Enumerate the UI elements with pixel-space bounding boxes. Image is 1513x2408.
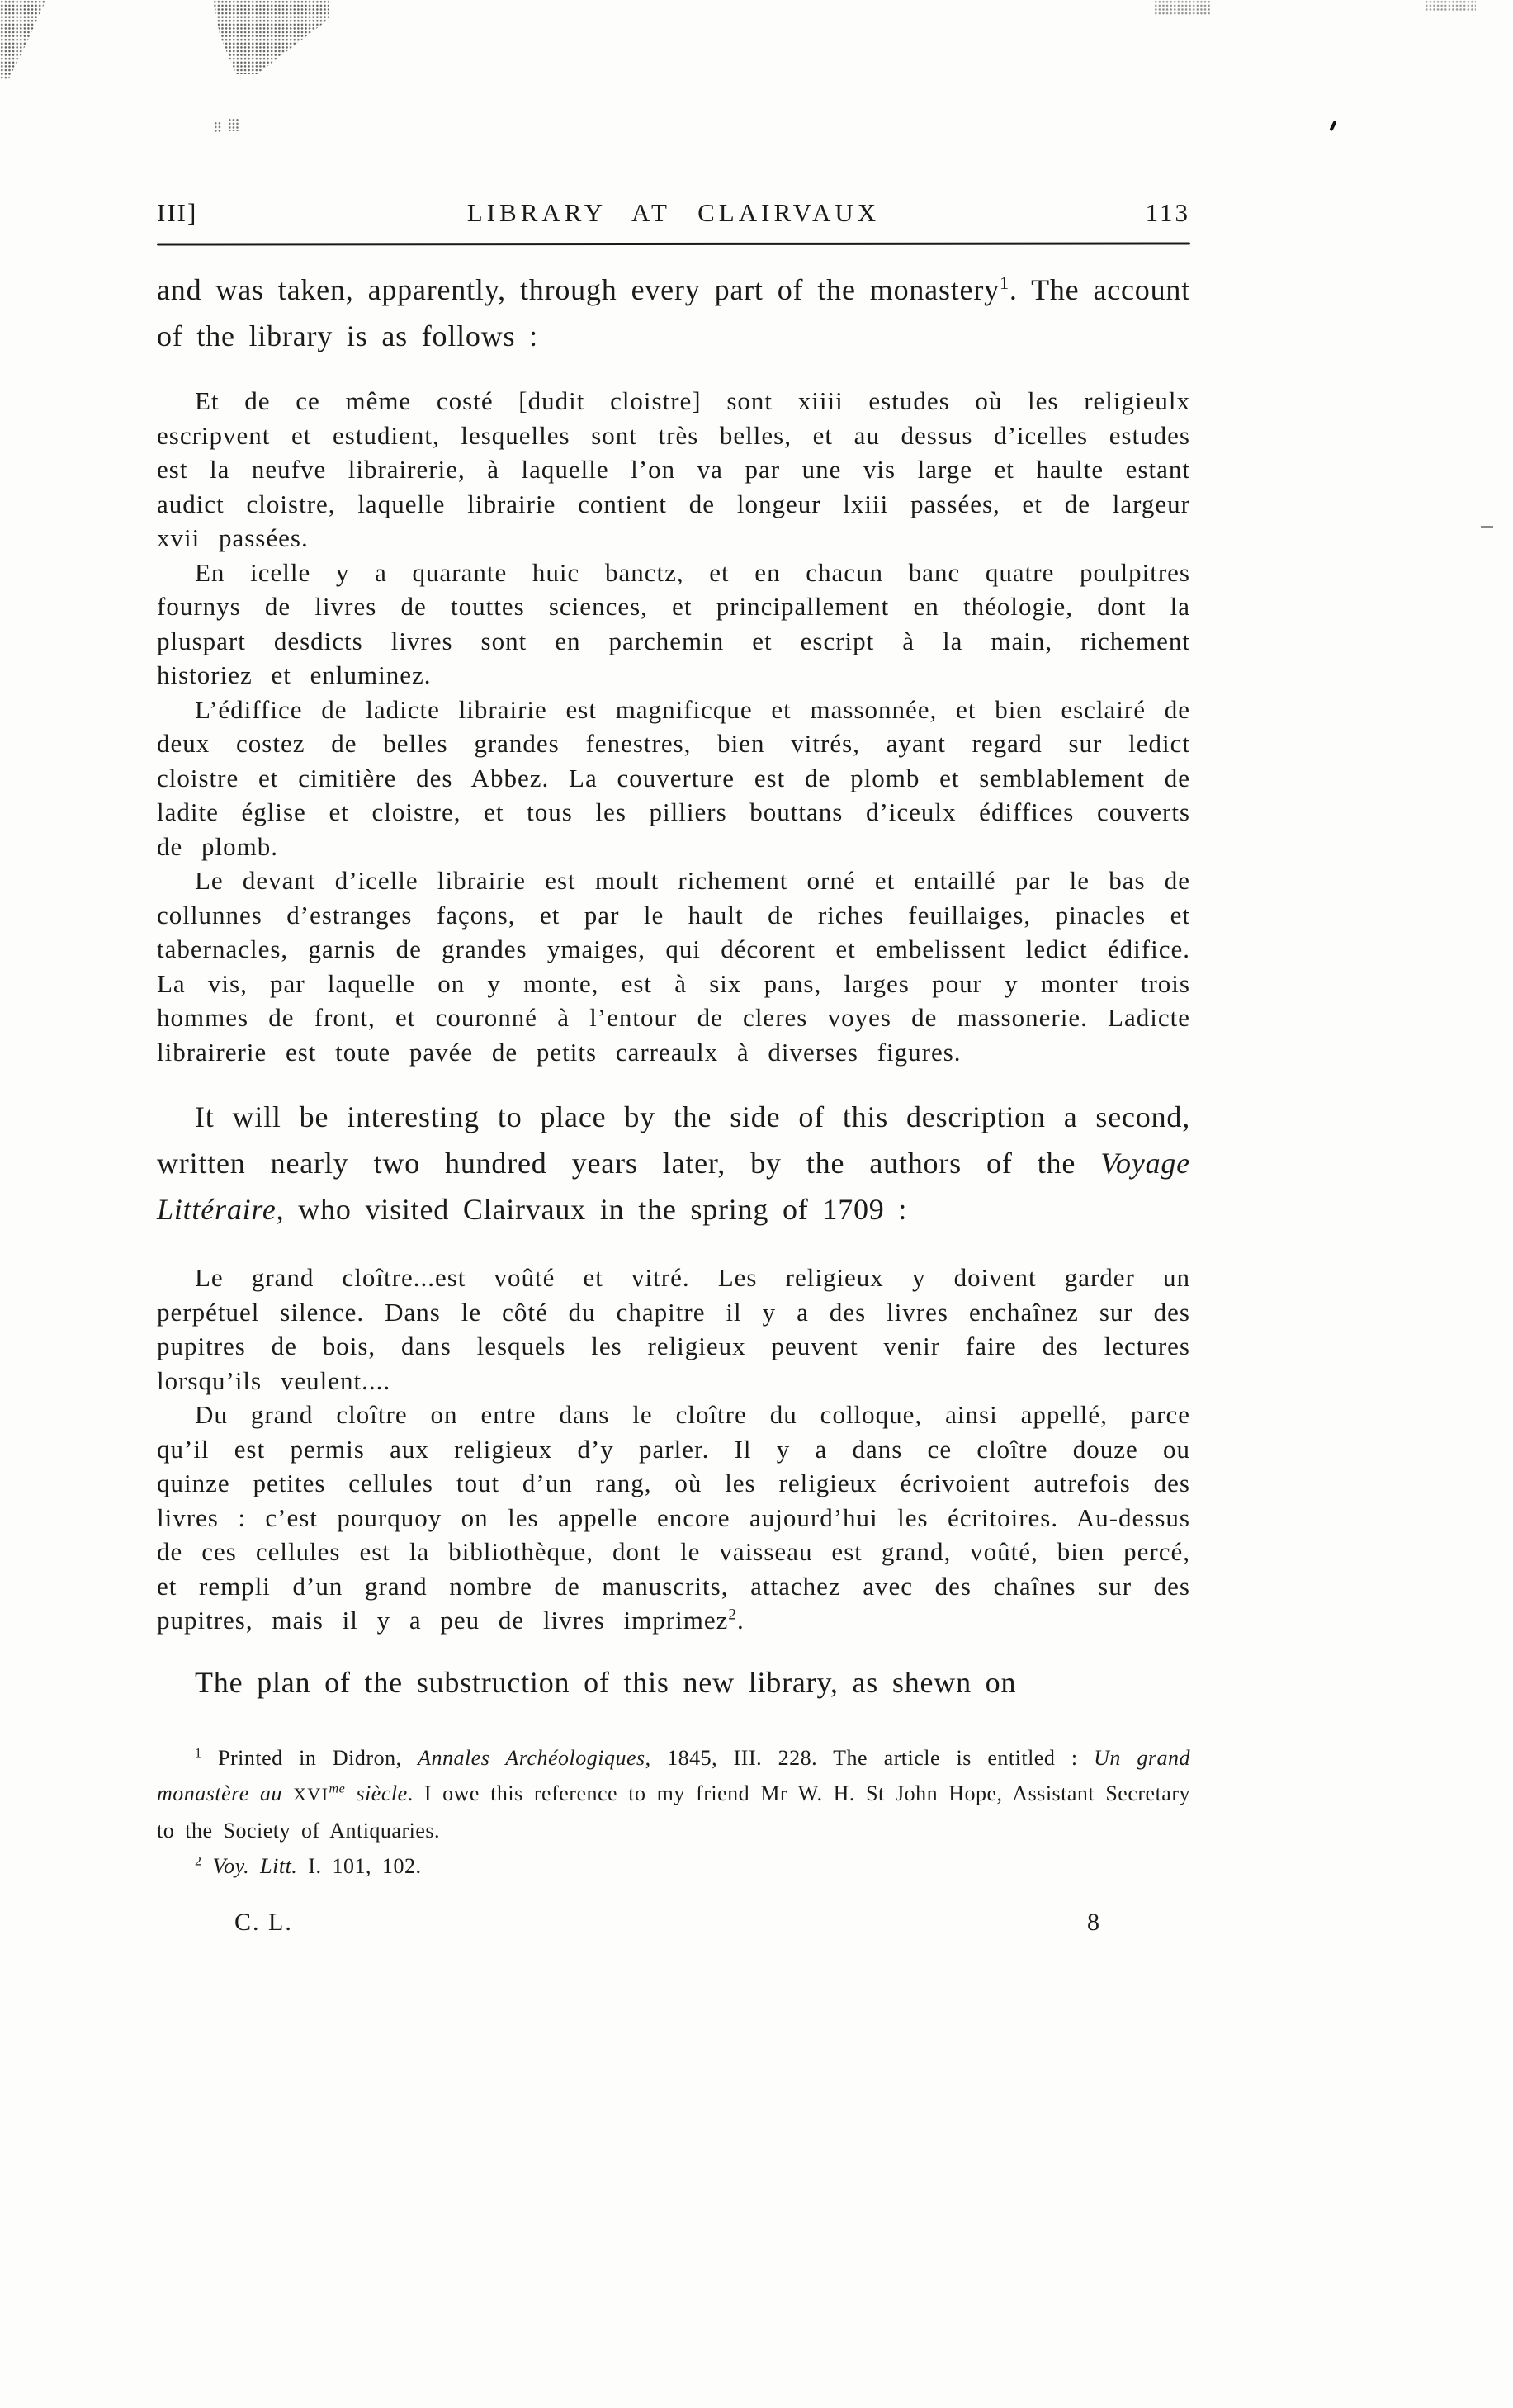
footnotes-block bbox=[157, 1740, 1190, 1884]
footnote-ref-1: 1 bbox=[999, 272, 1009, 293]
footnote-1-siecle-italic: siècle bbox=[345, 1781, 408, 1805]
book-title-italic: Voyage Littéraire bbox=[157, 1147, 1190, 1226]
extract-1517-paragraph-4: Le devant d’icelle librairie est moult richement orné et entaillé par le bas de collunnes d’estranges façons, et par le hault de riches feuillaiges, pinacles et tabernacles, garnis de grandes ymaiges, qui décorent et embelissent ledict édifice. La vis, par laquelle on y monte, est à six pans, larges pour y monter trois hommes de front, et couronné à l’entour de cleres voyes de massonerie. Ladicte librairerie est toute pavée de petits carreaulx à diverses figures. bbox=[157, 866, 1190, 1067]
extract-1517-paragraph-1: Et de ce même costé [dudit cloistre] sont xiiii estudes où les religieulx escripvent et estudient, lesquelles sont très belles, et au dessus d’icelles estudes est la neufve librairerie, à laquelle l’on va par une vis large et haulte estant audict cloistre, laquelle librairie contient de longeur lxiii passées, et de largeur xvii passées. bbox=[157, 386, 1190, 552]
footnote-1 bbox=[157, 1740, 1190, 1848]
extract-1709-text-end: . bbox=[736, 1606, 745, 1635]
transition-paragraph bbox=[157, 1094, 1190, 1232]
footnote-ref-2: 2 bbox=[728, 1606, 737, 1624]
running-title: LIBRARY AT CLAIRVAUX bbox=[466, 198, 881, 227]
transition-text: It will be interesting to place by the side of this description a second, written nearly two hundred years later, by the authors of the bbox=[157, 1100, 1190, 1180]
footnote-1-text: Printed in Didron, bbox=[201, 1745, 418, 1770]
extract-1709-paragraph-2 bbox=[157, 1398, 1190, 1638]
footnote-1-journal-italic: Annales Archéologiques bbox=[418, 1745, 645, 1770]
footnote-1-text-3: . I owe this reference to my friend Mr W. H. St John Hope, Assistant Secretary to the Society of Antiquaries. bbox=[157, 1781, 1190, 1843]
extract-1709-text: Du grand cloître on entre dans le cloître du colloque, ainsi appellé, parce qu’il est permis aux religieux d’y parler. Il y a dans ce cloître douze ou quinze petites cellules tout d’un rang, où les religieux écrivoient autrefois des livres : c’est pourquoy on les appelle encore aujourd’hui les écritoires. Au-dessus de ces cellules est la bibliothèque, dont le vaisseau est grand, voûté, bien percé, et rempli d’un grand nombre de manuscrits, attachez avec des chaînes sur des pupitres, mais il y a peu de livres imprimez bbox=[157, 1400, 1190, 1635]
extract-1709-block bbox=[157, 1261, 1190, 1638]
extract-1517-block bbox=[157, 384, 1190, 1069]
signature-mark: C. L. bbox=[234, 1908, 293, 1936]
footnote-2 bbox=[157, 1848, 1190, 1884]
text-block bbox=[157, 0, 1190, 1937]
footnote-1-roman-numeral: XVI bbox=[282, 1784, 329, 1805]
intro-text: and was taken, apparently, through every part of the monastery bbox=[157, 273, 1000, 306]
closing-paragraph: The plan of the substruction of this new library, as shewn on bbox=[195, 1665, 1017, 1699]
section-marker: III] bbox=[157, 198, 198, 227]
footnote-1-article-italic: Un grand monastère au bbox=[157, 1745, 1190, 1805]
footnote-2-title-italic: Voy. Litt. bbox=[201, 1853, 298, 1878]
transition-text-continued: , who visited Clairvaux in the spring of 1709 : bbox=[276, 1193, 908, 1226]
margin-dash-icon bbox=[1481, 526, 1493, 528]
scan-smudge-top-right-2-icon bbox=[1425, 0, 1476, 12]
intro-paragraph bbox=[157, 267, 1190, 359]
scan-smudge-top-left-icon bbox=[0, 0, 48, 79]
footnote-1-ordinal-sup: me bbox=[329, 1781, 346, 1795]
footnote-1-text-2: , 1845, III. 228. The article is entitled : bbox=[645, 1745, 1095, 1770]
footnote-2-text: I. 101, 102. bbox=[297, 1853, 422, 1878]
extract-1517-paragraph-2: En icelle y a quarante huic banctz, et en chacun banc quatre poulpitres fournys de livres de touttes sciences, et principallement en théologie, dont la pluspart desdicts livres sont en parchemin et escript à la main, richement historiez et enluminez. bbox=[157, 557, 1190, 689]
footnote-2-marker: 2 bbox=[195, 1853, 202, 1868]
ink-mark-icon bbox=[1329, 121, 1336, 131]
footnote-1-marker: 1 bbox=[195, 1745, 202, 1760]
intro-text-continued: . The account of the library is as follows : bbox=[157, 273, 1191, 352]
header-rule bbox=[157, 242, 1190, 245]
sheet-number: 8 bbox=[1087, 1908, 1101, 1936]
page-number: 113 bbox=[1145, 198, 1190, 227]
page-footer bbox=[157, 1909, 1190, 1937]
extract-1517-paragraph-3: L’édiffice de ladicte librairie est magnificque et massonnée, et bien esclairé de deux costez de belles grandes fenestres, bien vitrés, ayant regard sur ledict cloistre et cimitière des Abbez. La couverture est de plomb et semblablement de ladite église et cloistre, et tous les pilliers bouttans d’iceulx édiffices couverts de plomb. bbox=[157, 694, 1190, 861]
running-head bbox=[157, 198, 1190, 228]
extract-1709-paragraph-1: Le grand cloître...est voûté et vitré. Les religieux y doivent garder un perpétuel silence. Dans le côté du chapitre il y a des livres enchaînez sur des pupitres de bois, dans lesquels les religieux peuvent venir faire des lectures lorsqu’ils veulent.... bbox=[157, 1263, 1190, 1395]
